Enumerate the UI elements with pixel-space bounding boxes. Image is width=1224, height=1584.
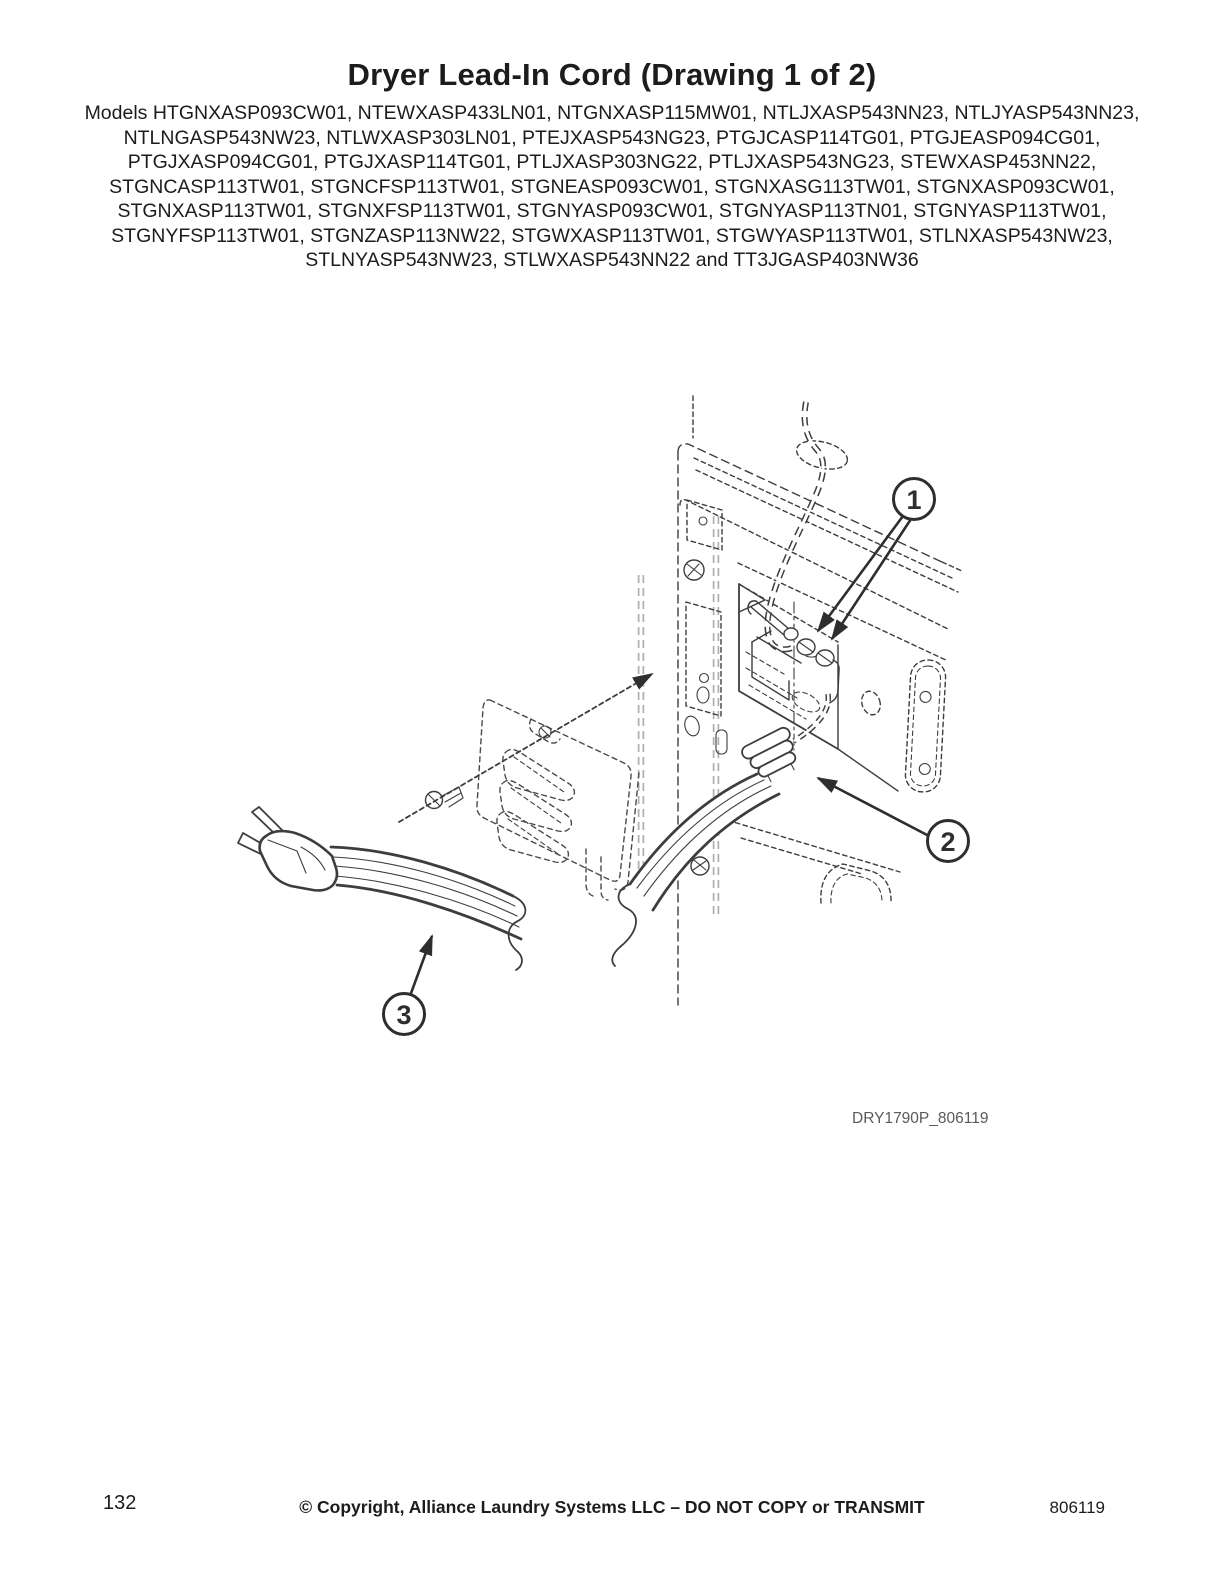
model-list-line: STGNXASP113TW01, STGNXFSP113TW01, STGNYASP093CW01, STGNYASP113TN01, STGNYASP113TW01, [117,200,1107,222]
model-list-line: Models HTGNXASP093CW01, NTEWXASP433LN01, NTGNXASP115MW01, NTLJXASP543NN23, NTLJYASP543NN23, [84,102,1140,124]
drawing-id-label: DRY1790P_806119 [852,1110,989,1127]
install-direction-arrow [399,674,652,822]
page-title: Dryer Lead-In Cord (Drawing 1 of 2) [347,57,877,92]
cover-plate-louver [503,749,575,800]
lead-in-cord-rear [612,774,779,966]
cover-plate-screw [426,787,464,809]
footer-doc-number: 806119 [1049,1498,1105,1517]
footer-copyright: © Copyright, Alliance Laundry Systems LLC – DO NOT COPY or TRANSMIT [299,1497,925,1517]
ground-screw-a [797,639,819,657]
footer-page-number: 132 [103,1492,137,1514]
callout-3-leader [410,936,432,996]
panel-screw-upper [684,560,704,580]
model-list-line: STGNCASP113TW01, STGNCFSP113TW01, STGNEASP093CW01, STGNXASG113TW01, STGNXASP093CW01, [109,175,1115,198]
callout-2 [818,778,969,862]
model-list-line: STGNYFSP113TW01, STGNZASP113NW22, STGWXASP113TW01, STGWYASP113TW01, STLNXASP543NW23, [111,224,1113,247]
power-plug [238,807,337,890]
model-list-line: NTLNGASP543NW23, NTLWXASP303LN01, PTEJXASP543NG23, PTGJCASP114TG01, PTGJEASP094CG01, [123,126,1101,149]
callout-1-leader-b [832,519,911,639]
callout-2-leader [818,778,929,836]
model-list-line: PTGJXASP094CG01, PTGJXASP114TG01, PTLJXASP303NG22, PTLJXASP543NG23, STEWXASP453NN22, [127,151,1097,173]
callout-3 [384,936,433,1035]
panel-screw-lower [691,857,709,875]
lead-in-cord-front [331,847,525,970]
callout-1 [818,479,935,640]
model-list-line: STLNYASP543NW23, STLWXASP543NN22 and TT3JGASP403NW36 [305,249,919,271]
callout-1-number: 1 [906,485,922,515]
callout-3-number: 3 [396,1000,412,1030]
ground-screw-b [816,650,834,666]
callout-2-number: 2 [940,827,956,857]
